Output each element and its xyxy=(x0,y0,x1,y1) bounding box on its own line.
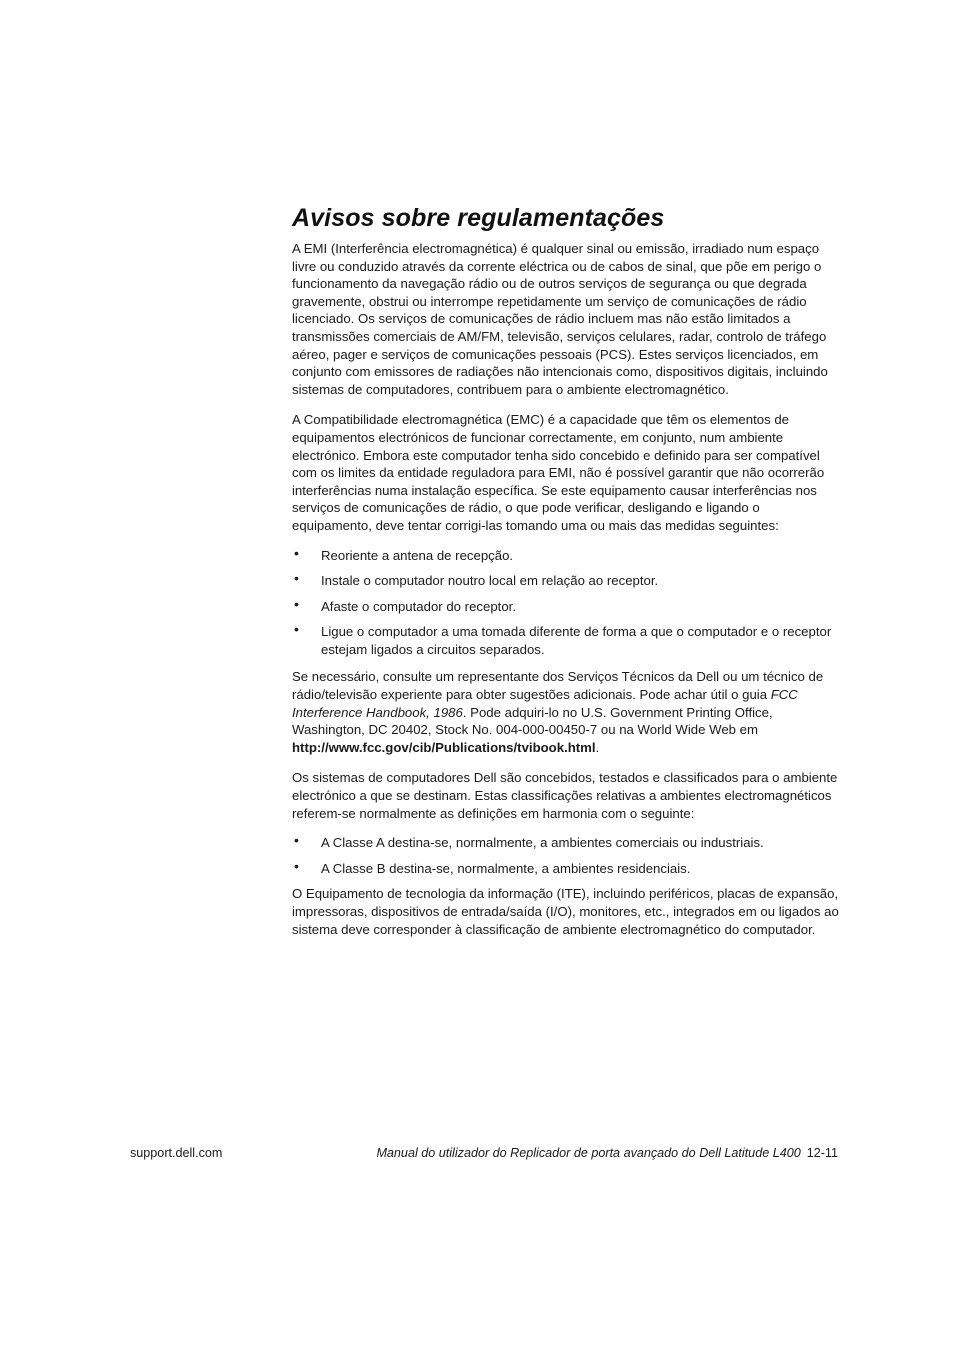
handbook-title: FCC Interference Handbook, 1986 xyxy=(292,687,798,720)
list-item: • Ligue o computador a uma tomada diferente de forma a que o computador e o receptor estejam ligados a circuitos separados. xyxy=(294,621,832,657)
paragraph-consult: Se necessário, consulte um representante dos Serviços Técnicos da Dell ou um técnico de rádio/televisão experiente para obter sugestões adicionais. Pode achar útil o guia FCC Interference Handbook, 1986. Pode adquiri-lo no U.S. Government Printing Office, Washington, DC 20402, Stock No. 004-000-00450-7 ou na World Wide Web em http://www.fcc.gov/cib/Publications/tvibook.html. xyxy=(292,669,824,755)
paragraph-emi: A EMI (Interferência electromagnética) é qualquer sinal ou emissão, irradiado num espaço livre ou conduzido através da corrente eléctrica ou de cabos de sinal, que põe em perigo o funcionamento da navegação rádio ou de outros serviços de segurança ou que degrada gravemente, obstrui ou interrompe repetidamente um serviço de comunicações de rádio licenciado. Os serviços de comunicações de rádio incluem mas não estão limitados a transmissões comerciais de AM/FM, televisão, serviços celulares, radar, controlo de tráfego aéreo, pager e serviços de comunicações pessoais (PCS). Estes serviços licenciados, em conjunto com emissores de radiações não intencionais como, dispositivos digitais, incluindo sistemas de computadores, contribuem para o ambiente electromagnético. xyxy=(292,241,828,397)
paragraph-emc: A Compatibilidade electromagnética (EMC) é a capacidade que têm os elementos de equipamentos electrónicos de funcionar correctamente, em conjunto, num ambiente electrónico. Embora este computador tenha sido concebido e definido para ser compatível com os limites da entidade reguladora para EMI, não é possível garantir que não ocorrerão interferências numa instalação específica. Se este equipamento causar interferências nos serviços de comunicações de rádio, o que pode verificar, desligando e ligando o equipamento, deve tentar corrigi-las tomando uma ou mais das medidas seguintes: xyxy=(292,412,825,533)
page-number: 12-11 xyxy=(806,1146,838,1160)
paragraph-classification: Os sistemas de computadores Dell são concebidos, testados e classificados para o ambiente electrónico a que se destinam. Estas classificações relativas a ambientes electromagnéticos referem-se normalmente as definições em harmonia com o seguinte: xyxy=(292,770,838,821)
page-title: Avisos sobre regulamentações xyxy=(292,204,665,232)
bullet-icon: • xyxy=(294,857,299,874)
list-item: • A Classe A destina-se, normalmente, a ambientes comerciais ou industriais. xyxy=(294,832,764,851)
list-item: • A Classe B destina-se, normalmente, a ambientes residenciais. xyxy=(294,857,691,876)
bullet-icon: • xyxy=(294,544,299,561)
class-list xyxy=(292,834,842,877)
bullet-icon: • xyxy=(294,570,299,587)
measures-list xyxy=(292,544,842,659)
footer-website: support.dell.com xyxy=(130,1146,223,1160)
footer-manual-info xyxy=(376,1145,838,1161)
list-item: • Afaste o computador do receptor. xyxy=(294,595,516,614)
bullet-icon: • xyxy=(294,832,299,849)
page-content xyxy=(292,203,842,938)
list-item: • Instale o computador noutro local em relação ao receptor. xyxy=(294,570,659,589)
bullet-icon: • xyxy=(294,621,299,638)
fcc-url-link[interactable]: http://www.fcc.gov/cib/Publications/tvibook.html xyxy=(292,739,596,755)
paragraph-ite: O Equipamento de tecnologia da informação (ITE), incluindo periféricos, placas de expansão, impressoras, dispositivos de entrada/saída (I/O), monitores, etc., integrados em ou ligados ao sistema deve corresponder à classificação de ambiente electromagnético do computador. xyxy=(292,886,839,937)
bullet-icon: • xyxy=(294,595,299,612)
footer-manual-title: Manual do utilizador do Replicador de porta avançado do Dell Latitude L400 xyxy=(376,1146,801,1160)
list-item: • Reoriente a antena de recepção. xyxy=(294,544,514,563)
